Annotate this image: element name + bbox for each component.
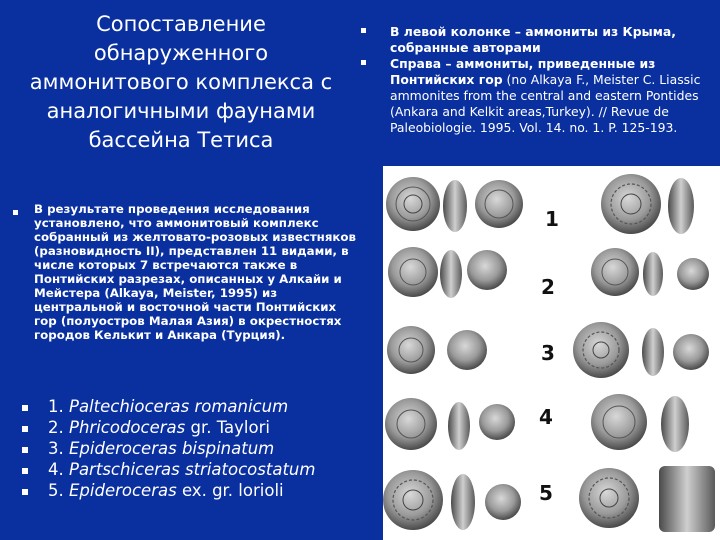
species-epithet: romanicum [189, 397, 289, 416]
species-epithet: gr. Taylori [185, 418, 270, 437]
square-bullet-icon [361, 28, 366, 33]
square-bullet-icon [22, 426, 28, 432]
ammonite-fossil-icon [385, 398, 437, 450]
ammonite-section-icon [443, 180, 467, 232]
ammonite-fossil-icon [475, 180, 523, 228]
species-number: 5. [48, 481, 64, 500]
ammonite-section-icon [659, 466, 715, 532]
right-bullet-citation-block [390, 56, 714, 136]
plate-number-label: 2 [541, 275, 555, 299]
ammonite-fossil-icon [386, 177, 440, 231]
plate-number-label: 5 [539, 481, 553, 505]
plate-number-label: 3 [541, 341, 555, 365]
plate-number-label: 1 [545, 207, 559, 231]
right-bullet-text: В левой колонке – аммониты из Крыма, собранные авторами [390, 24, 676, 55]
species-item [6, 438, 315, 459]
species-genus: Paltechioceras [69, 397, 190, 416]
ammonite-photo-plate [383, 166, 720, 540]
species-genus: Epideroceras [69, 481, 177, 500]
research-paragraph [6, 202, 358, 342]
ammonite-section-icon [661, 396, 689, 452]
square-bullet-icon [13, 210, 18, 215]
ammonite-section-icon [668, 178, 694, 234]
species-item [6, 396, 315, 417]
slide-title: Сопоставление обнаруженного аммонитового комплекса с аналогичными фаунами бассейна Тетиса [29, 12, 333, 152]
ammonite-fossil-icon [673, 334, 709, 370]
species-genus: Epideroceras [69, 439, 177, 458]
ammonite-fossil-icon [387, 326, 435, 374]
square-bullet-icon [361, 60, 366, 65]
ammonite-plate-svg [383, 166, 720, 540]
ammonite-fossil-icon [479, 404, 515, 440]
right-bullet-item [358, 24, 714, 56]
ammonite-fossil-icon [601, 174, 661, 234]
ammonite-fossil-icon [573, 322, 629, 378]
species-genus: Phricodoceras [69, 418, 186, 437]
ammonite-fossil-icon [591, 394, 647, 450]
ammonite-fossil-icon [579, 468, 639, 528]
square-bullet-icon [22, 405, 28, 411]
right-bullet-list [358, 24, 714, 136]
ammonite-section-icon [643, 252, 663, 296]
ammonite-fossil-icon [383, 470, 443, 530]
species-epithet: bispinatum [176, 439, 275, 458]
species-number: 4. [48, 460, 64, 479]
ammonite-section-icon [440, 250, 462, 298]
species-number: 3. [48, 439, 64, 458]
ammonite-section-icon [642, 328, 664, 376]
ammonite-fossil-icon [591, 248, 639, 296]
species-genus: Partschiceras [69, 460, 180, 479]
species-item [6, 417, 315, 438]
species-list [6, 396, 315, 501]
right-bullet-item [358, 56, 714, 136]
ammonite-fossil-icon [485, 484, 521, 520]
right-bullet-citation: (no Alkaya F., Meister C. Liassic ammonites from the central and eastern Pontides (Ankara and Kelkit areas,Turkey). // Revue de Paleobiologie. 1995. Vol. 14. no. 1. P. 125-193. [390, 72, 701, 135]
square-bullet-icon [22, 447, 28, 453]
species-item [6, 480, 315, 501]
ammonite-fossil-icon [677, 258, 709, 290]
species-number: 1. [48, 397, 64, 416]
ammonite-fossil-icon [467, 250, 507, 290]
ammonite-fossil-icon [388, 247, 438, 297]
ammonite-section-icon [448, 402, 470, 450]
species-item [6, 459, 315, 480]
species-epithet: striatocostatum [179, 460, 316, 479]
square-bullet-icon [22, 489, 28, 495]
ammonite-section-icon [451, 474, 475, 530]
species-number: 2. [48, 418, 64, 437]
plate-number-label: 4 [539, 405, 553, 429]
ammonite-fossil-icon [447, 330, 487, 370]
species-epithet: ex. gr. lorioli [176, 481, 284, 500]
square-bullet-icon [22, 468, 28, 474]
research-paragraph-text: В результате проведения исследования установлено, что аммонитовый комплекс собранный из желтовато-розовых известняков (разновидность II), представлен 11 видами, в числе которых 7 встречаются также в Понтийских разрезах, описанных у Алкайи и Мейстера (Alkaya, Meister, 1995) из центральной и восточной части Понтийских гор (полуостров Малая Азия) в окрестностях городов Келькит и Анкара (Турция). [34, 202, 356, 342]
right-bullet-lead: Справа – аммониты, приведенные из Понтийских гор [390, 56, 656, 87]
